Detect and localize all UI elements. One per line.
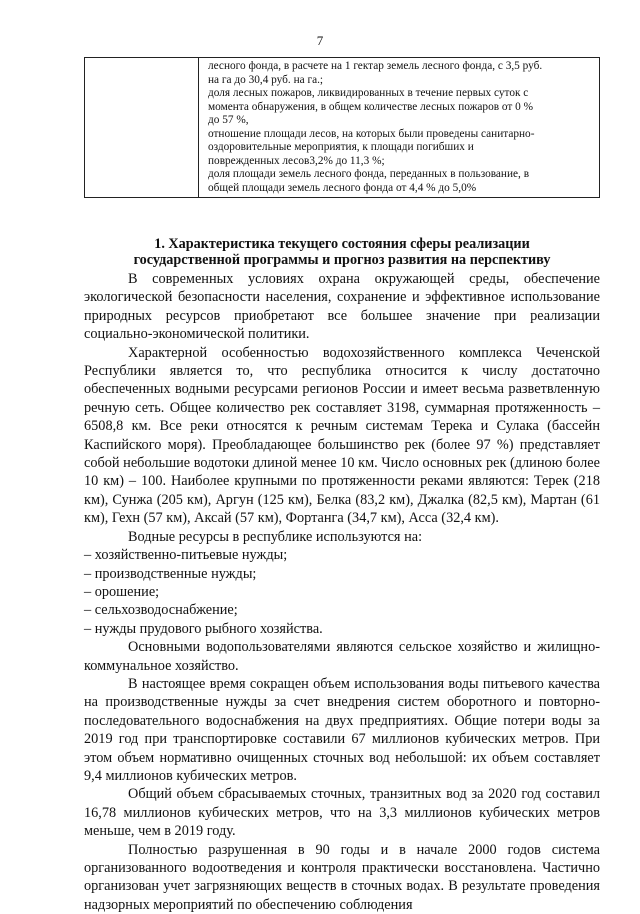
body-text	[84, 270, 600, 914]
paragraph: В настоящее время сокращен объем использования воды питьевого качества на производственные нужды за счет внедрения систем оборотного и повторно-последовательного водоснабжения на двух предприятиях. Общие потери воды за 2019 год при транспортировке составили 67 миллионов кубических метров. При этом объем нормативно очищенных сточных вод небольшой: их объем составляет 9,4 миллионов кубических метров.	[84, 675, 600, 784]
list-item: – производственные нужды;	[84, 565, 257, 582]
table-cell-line: оздоровительные мероприятия, к площади погибших и	[208, 141, 474, 153]
table-cell-line: на га до 30,4 руб. на га.;	[208, 73, 324, 86]
page-number: 7	[316, 33, 324, 48]
table-cell-indicators	[199, 58, 600, 198]
section-title-line: государственной программы и прогноз развития на перспективу	[133, 252, 551, 268]
paragraph: Полностью разрушенная в 90 годы и в начале 2000 годов система организованного водоотведения и контроля практически восстановлена. Частично организован учет загрязняющих веществ в сточных водах. В результате проведения надзорных мероприятий по обеспечению соблюдения	[84, 841, 600, 913]
table-cell-line: до 57 %,	[208, 114, 249, 126]
list-item: – нужды прудового рыбного хозяйства.	[84, 620, 323, 637]
section-title	[84, 236, 600, 268]
table-row	[85, 58, 600, 198]
list-item: – сельхозводоснабжение;	[84, 602, 238, 619]
table-cell-empty	[85, 58, 199, 198]
list-item: – хозяйственно-питьевые нужды;	[84, 547, 288, 564]
table-cell-line: отношение площади лесов, на которых были проведены санитарно-	[208, 127, 535, 140]
paragraph: Основными водопользователями являются сельское хозяйство и жилищно-коммунальное хозяйство.	[84, 639, 600, 674]
paragraph: Общий объем сбрасываемых сточных, транзитных вод за 2020 год составил 16,78 миллионов кубических метров, что на 3,3 миллионов кубических метров меньше, чем в 2019 году.	[84, 786, 600, 840]
table-cell-line: общей площади земель лесного фонда от 4,4 % до 5,0%	[208, 181, 477, 194]
paragraph: Характерной особенностью водохозяйственного комплекса Чеченской Республики является то, что республика относится к числу достаточно обеспеченных водными ресурсами регионов России и имеет весьма разветвленную речную сеть. Общее количество рек составляет 3198, суммарная протяженность – 6508,8 км. Все реки относятся к речным системам Терека и Сулака (бассейн Каспийского моря). Преобладающее большинство рек (более 97 %) представляет собой небольшие водотоки длиной менее 10 км. Число основных рек (длиною более 10 км) – 100. Наиболее крупными по протяженности реками являются: Терек (218 км), Сунжа (205 км), Аргун (125 км), Белка (83,2 км), Джалка (82,5 км), Мартан (61 км), Гехн (57 км), Аксай (57 км), Фортанга (34,7 км), Асса (32,4 км).	[84, 344, 600, 527]
table-cell-line: доля площади земель лесного фонда, переданных в пользование, в	[208, 168, 530, 180]
table-cell-line: лесного фонда, в расчете на 1 гектар земель лесного фонда, с 3,5 руб.	[208, 60, 543, 72]
table-cell-line: поврежденных лесов3,2% до 11,3 %;	[208, 154, 385, 167]
paragraph: Водные ресурсы в республике используются на:	[128, 528, 423, 545]
paragraph: В современных условиях охрана окружающей среды, обеспечение экологической безопасности населения, сохранение и эффективное использование природных ресурсов приобретают все большее значение при реализации социально-экономической политики.	[84, 271, 600, 343]
table-cell-line: момента обнаружения, в общем количестве лесных пожаров от 0 %	[208, 100, 534, 113]
section-title-line: 1. Характеристика текущего состояния сферы реализации	[154, 236, 530, 252]
continued-table	[84, 57, 600, 198]
list-item: – орошение;	[84, 583, 160, 600]
table-cell-line: доля лесных пожаров, ликвидированных в течение первых суток с	[208, 87, 529, 99]
